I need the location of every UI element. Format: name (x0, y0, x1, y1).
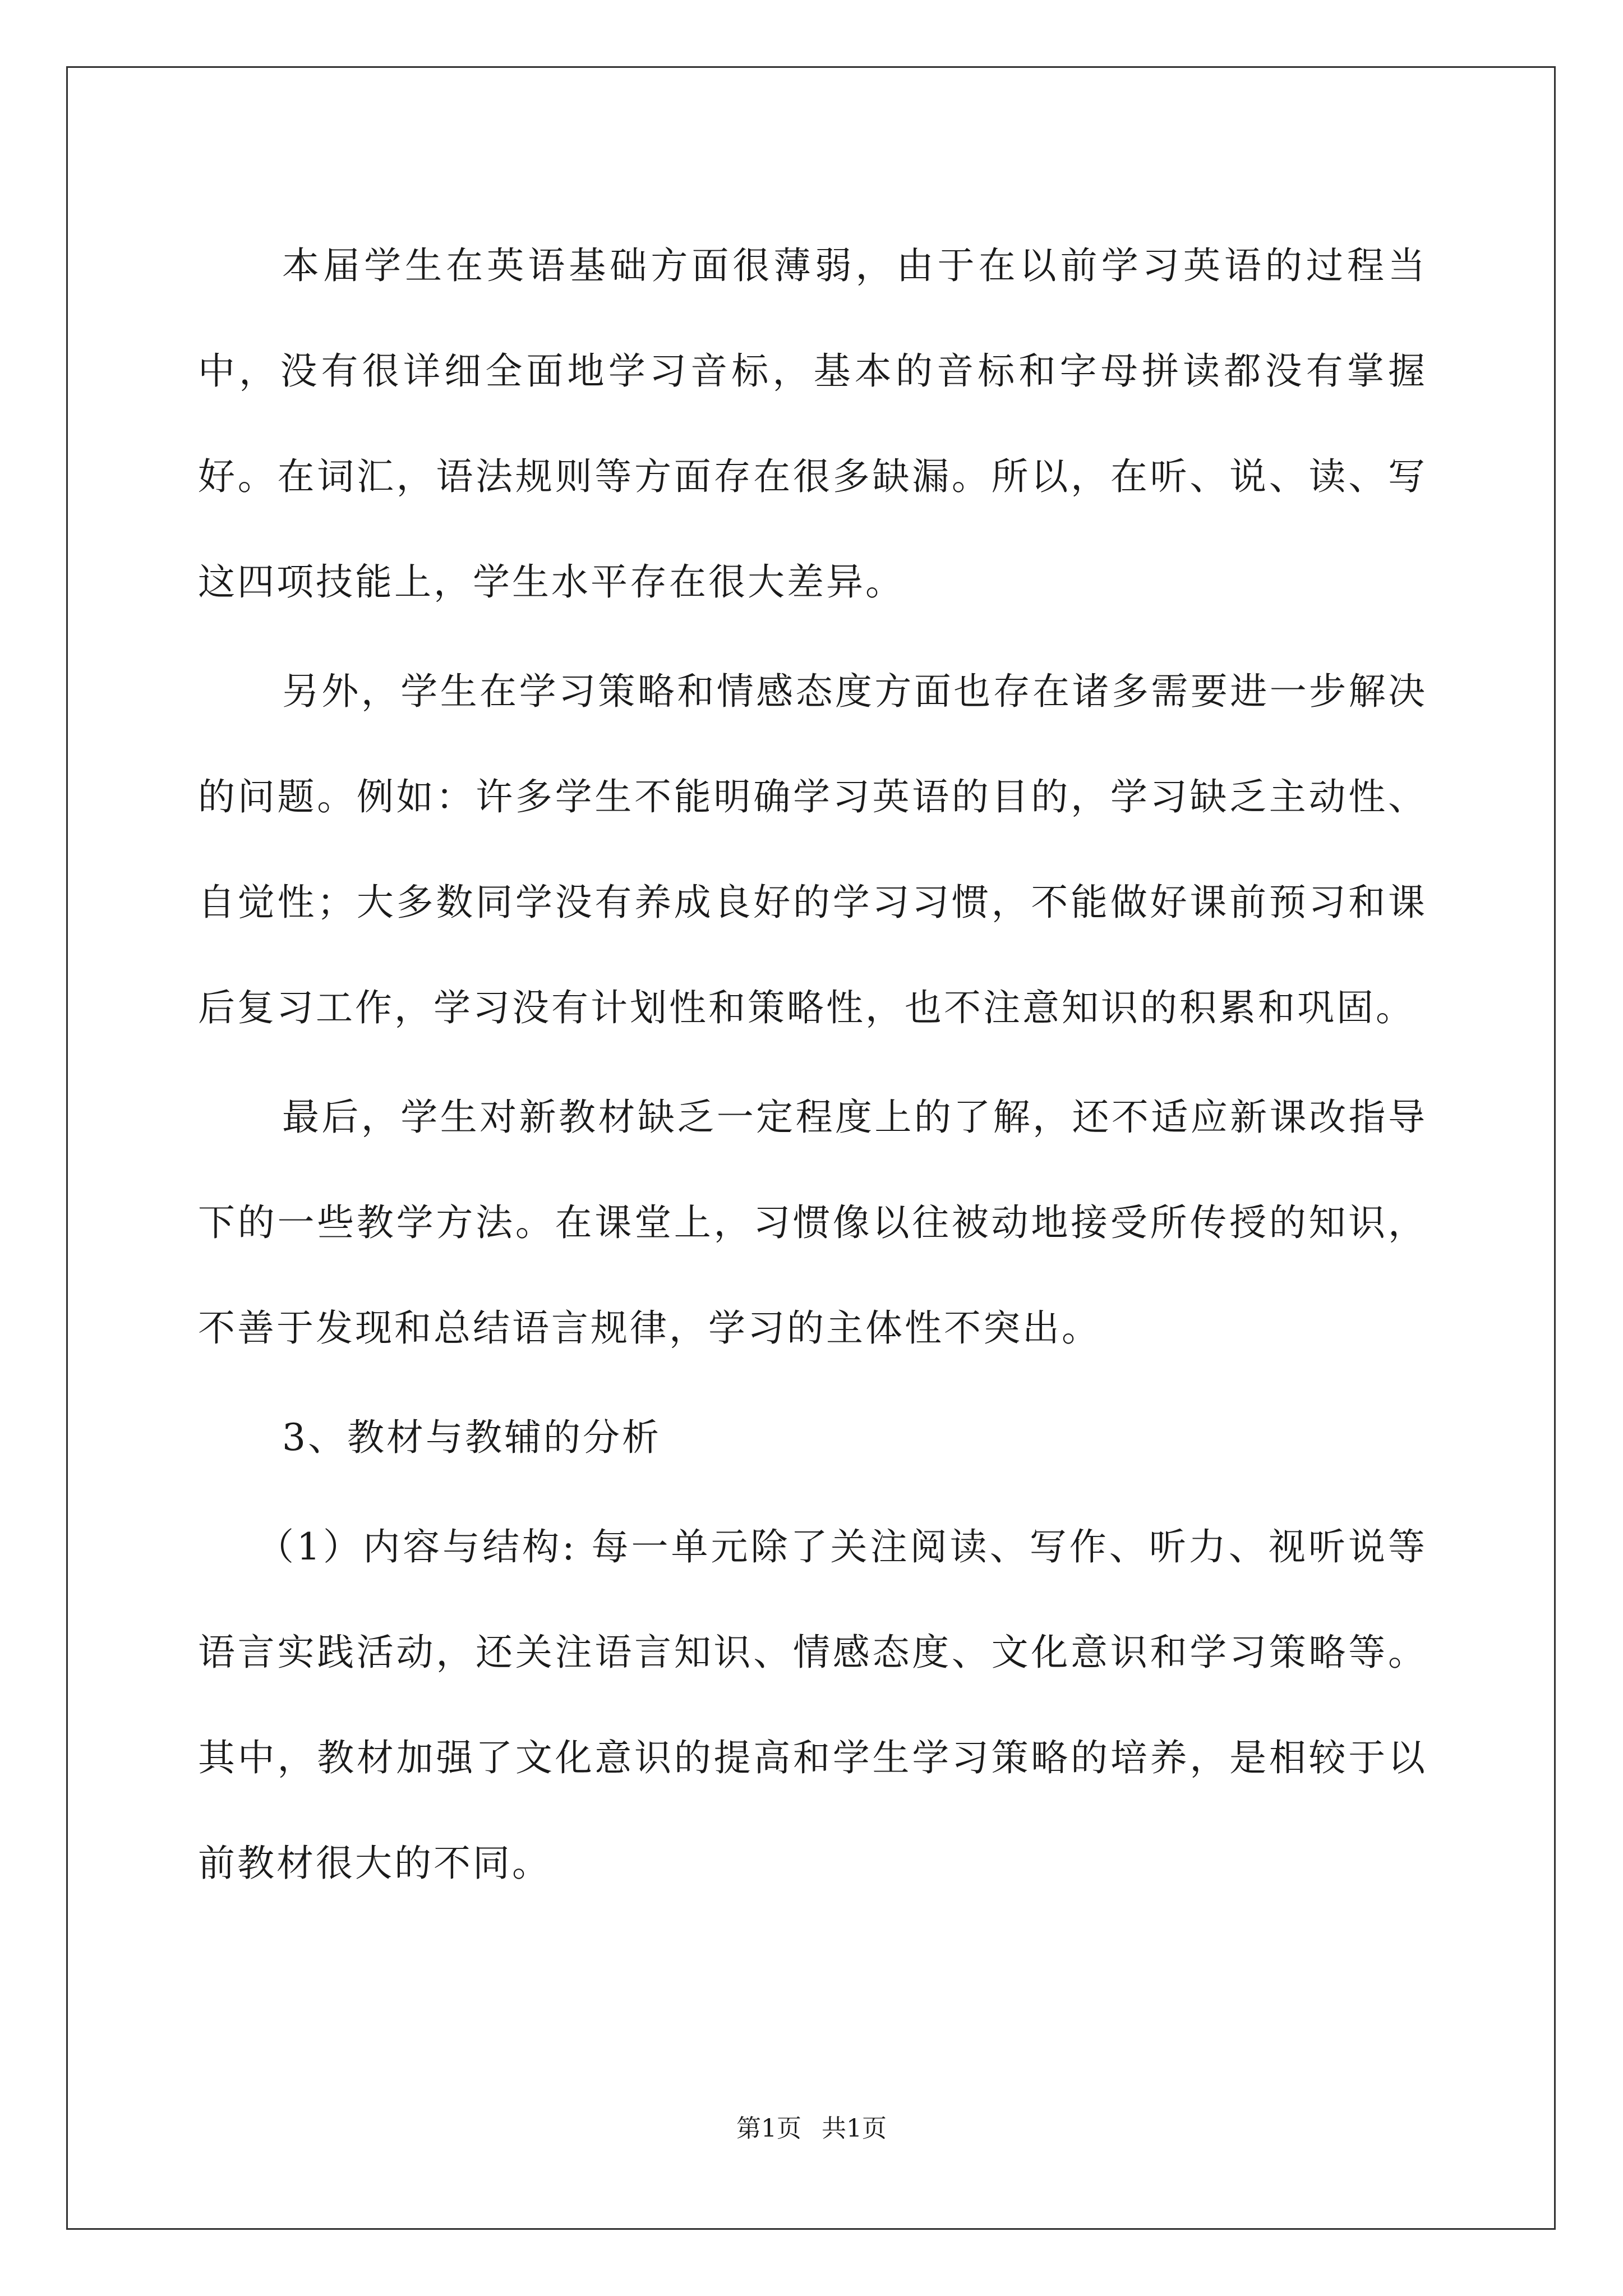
section-heading-textbook-analysis: 3、教材与教辅的分析 (282, 1416, 661, 1459)
paragraph-student-foundation: 本届学生在英语基础方面很薄弱，由于在以前学习英语的过程当中，没有很详细全面地学习音标，基本的音标和字母拼读都没有掌握好。在词汇，语法规则等方面存在很多缺漏。所以，在听、说、读、写这四项技能上，学生水平存在很大差异。 (198, 244, 1427, 604)
paragraph-learning-strategy: 另外，学生在学习策略和情感态度方面也存在诸多需要进一步解决的问题。例如：许多学生不能明确学习英语的目的，学习缺乏主动性、自觉性；大多数同学没有养成良好的学习习惯，不能做好课前预习和课后复习工作，学习没有计划性和策略性，也不注意知识的积累和巩固。 (198, 670, 1427, 1029)
page-footer: 第1页 共1页 (736, 2114, 887, 2143)
paragraph-new-textbook: 最后，学生对新教材缺乏一定程度上的了解，还不适应新课改指导下的一些教学方法。在课堂上，习惯像以往被动地接受所传授的知识，不善于发现和总结语言规律，学习的主体性不突出。 (198, 1096, 1427, 1350)
paragraph-content-structure: （1）内容与结构: 每一单元除了关注阅读、写作、听力、视听说等语言实践活动，还关注语言知识、情感态度、文化意识和学习策略等。其中，教材加强了文化意识的提高和学生学习策略的培养，是相较于以前教材很大的不同。 (198, 1525, 1427, 1885)
document-body (198, 213, 1427, 1920)
